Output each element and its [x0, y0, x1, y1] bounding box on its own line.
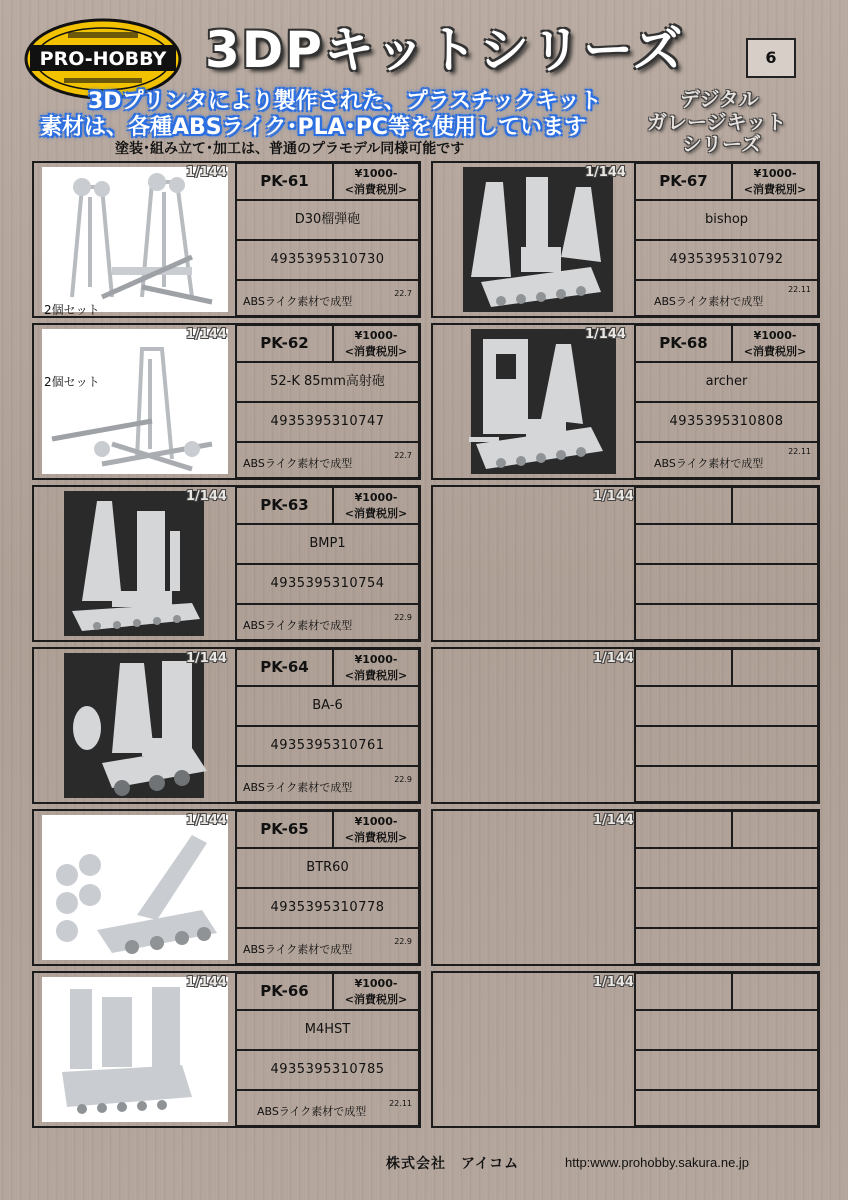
release-date: 22.9: [394, 775, 412, 784]
jan-code: 4935395310754: [270, 576, 385, 591]
scale-label: 1/144: [186, 327, 227, 342]
scale-label: 1/144: [585, 165, 626, 180]
material-note: ABSライク素材で成型: [243, 943, 353, 956]
product-card-pk-61: [32, 161, 421, 318]
product-name: BTR60: [306, 860, 349, 875]
product-code: PK-65: [260, 820, 309, 838]
empty-photo-area: [433, 487, 635, 640]
tax-note: <消費税別>: [743, 183, 807, 196]
website-url[interactable]: http:www.prohobby.sakura.ne.jp: [565, 1155, 750, 1170]
tax-note: <消費税別>: [344, 831, 408, 844]
product-name: BA-6: [312, 698, 343, 713]
product-name: BMP1: [309, 536, 346, 551]
product-photo: [34, 649, 236, 802]
price: ¥1000-: [354, 167, 398, 180]
price: ¥1000-: [753, 167, 797, 180]
product-code: PK-68: [659, 334, 708, 352]
product-card-pk-67: [431, 161, 820, 318]
product-code: PK-63: [260, 496, 309, 514]
material-note: ABSライク素材で成型: [243, 619, 353, 632]
jan-code: 4935395310785: [270, 1062, 385, 1077]
product-name: bishop: [704, 212, 749, 227]
product-photo: [34, 487, 236, 640]
jan-code: 4935395310730: [270, 252, 385, 267]
product-photo: [433, 325, 635, 478]
price: ¥1000-: [354, 491, 398, 504]
material-note: ABSライク素材で成型: [257, 1105, 367, 1118]
kit-sprue-image: [42, 329, 228, 474]
material-note: ABSライク素材で成型: [243, 781, 353, 794]
product-card-pk-63: [32, 485, 421, 642]
release-date: 22.9: [394, 613, 412, 622]
scale-label: 1/144: [585, 327, 626, 342]
series-label-line-3: シリーズ: [682, 132, 761, 156]
product-code: PK-61: [260, 172, 309, 190]
subtitle-line-2: 素材は、各種ABSライク･PLA･PC等を使用しています: [40, 115, 586, 140]
scale-label: 1/144: [186, 975, 227, 990]
material-note: ABSライク素材で成型: [243, 295, 353, 308]
set-count-label: 2個セット: [44, 303, 100, 317]
empty-product-slot: [431, 809, 820, 966]
release-date: 22.7: [394, 451, 412, 460]
price: ¥1000-: [354, 329, 398, 342]
release-date: 22.11: [788, 447, 811, 456]
price: ¥1000-: [354, 653, 398, 666]
tax-note: <消費税別>: [344, 507, 408, 520]
product-card-pk-66: [32, 971, 421, 1128]
product-card-pk-65: [32, 809, 421, 966]
product-photo: [433, 163, 635, 316]
set-count-label: 2個セット: [44, 375, 100, 389]
price: ¥1000-: [753, 329, 797, 342]
series-label-line-2: ガレージキット: [647, 110, 787, 134]
product-name: M4HST: [304, 1022, 351, 1037]
product-code: PK-66: [260, 982, 309, 1000]
product-code: PK-62: [260, 334, 309, 352]
scale-label: 1/144: [186, 165, 227, 180]
material-note: ABSライク素材で成型: [654, 295, 764, 308]
product-code: PK-64: [260, 658, 309, 676]
kit-sprue-image: [42, 977, 228, 1122]
kit-sprue-image: [42, 167, 228, 312]
tax-note: <消費税別>: [743, 345, 807, 358]
subtitle-line-1: 3Dプリンタにより製作された、プラスチックキット: [88, 89, 602, 114]
empty-product-slot: [431, 647, 820, 804]
empty-photo-area: [433, 811, 635, 964]
product-name: 52-K 85mm高射砲: [270, 374, 385, 389]
assembly-note: 塗装･組み立て･加工は、普通のプラモデル同様可能です: [115, 141, 465, 157]
empty-product-slot: [431, 971, 820, 1128]
product-card-pk-64: [32, 647, 421, 804]
jan-code: 4935395310792: [669, 252, 784, 267]
release-date: 22.11: [788, 285, 811, 294]
scale-label: 1/144: [593, 975, 634, 990]
kit-sprue-image: [441, 167, 627, 312]
tax-note: <消費税別>: [344, 183, 408, 196]
scale-label: 1/144: [186, 813, 227, 828]
product-name: D30榴弾砲: [294, 212, 361, 227]
product-photo: [34, 811, 236, 964]
tax-note: <消費税別>: [344, 669, 408, 682]
release-date: 22.11: [389, 1099, 412, 1108]
product-name: archer: [705, 374, 748, 389]
release-date: 22.9: [394, 937, 412, 946]
product-card-pk-62: [32, 323, 421, 480]
release-date: 22.7: [394, 289, 412, 298]
series-label-line-1: デジタル: [680, 87, 759, 111]
company-name: 株式会社 アイコム: [386, 1156, 520, 1172]
page-number: 6: [746, 38, 796, 78]
price: ¥1000-: [354, 815, 398, 828]
scale-label: 1/144: [593, 813, 634, 828]
kit-sprue-image: [42, 491, 228, 636]
jan-code: 4935395310778: [270, 900, 385, 915]
price: ¥1000-: [354, 977, 398, 990]
product-card-pk-68: [431, 323, 820, 480]
product-photo: [34, 325, 236, 478]
jan-code: 4935395310761: [270, 738, 385, 753]
kit-sprue-image: [42, 815, 228, 960]
material-note: ABSライク素材で成型: [654, 457, 764, 470]
scale-label: 1/144: [593, 651, 634, 666]
material-note: ABSライク素材で成型: [243, 457, 353, 470]
kit-sprue-image: [441, 329, 627, 474]
scale-label: 1/144: [186, 651, 227, 666]
kit-sprue-image: [42, 653, 228, 798]
product-photo: [34, 163, 236, 316]
empty-photo-area: [433, 973, 635, 1126]
jan-code: 4935395310808: [669, 414, 784, 429]
product-photo: [34, 973, 236, 1126]
svg-text:PRO-HOBBY: PRO-HOBBY: [39, 48, 167, 70]
page-title: 3DPキットシリーズ: [205, 21, 685, 79]
jan-code: 4935395310747: [270, 414, 385, 429]
product-code: PK-67: [659, 172, 708, 190]
tax-note: <消費税別>: [344, 345, 408, 358]
scale-label: 1/144: [593, 489, 634, 504]
tax-note: <消費税別>: [344, 993, 408, 1006]
empty-photo-area: [433, 649, 635, 802]
empty-product-slot: [431, 485, 820, 642]
scale-label: 1/144: [186, 489, 227, 504]
